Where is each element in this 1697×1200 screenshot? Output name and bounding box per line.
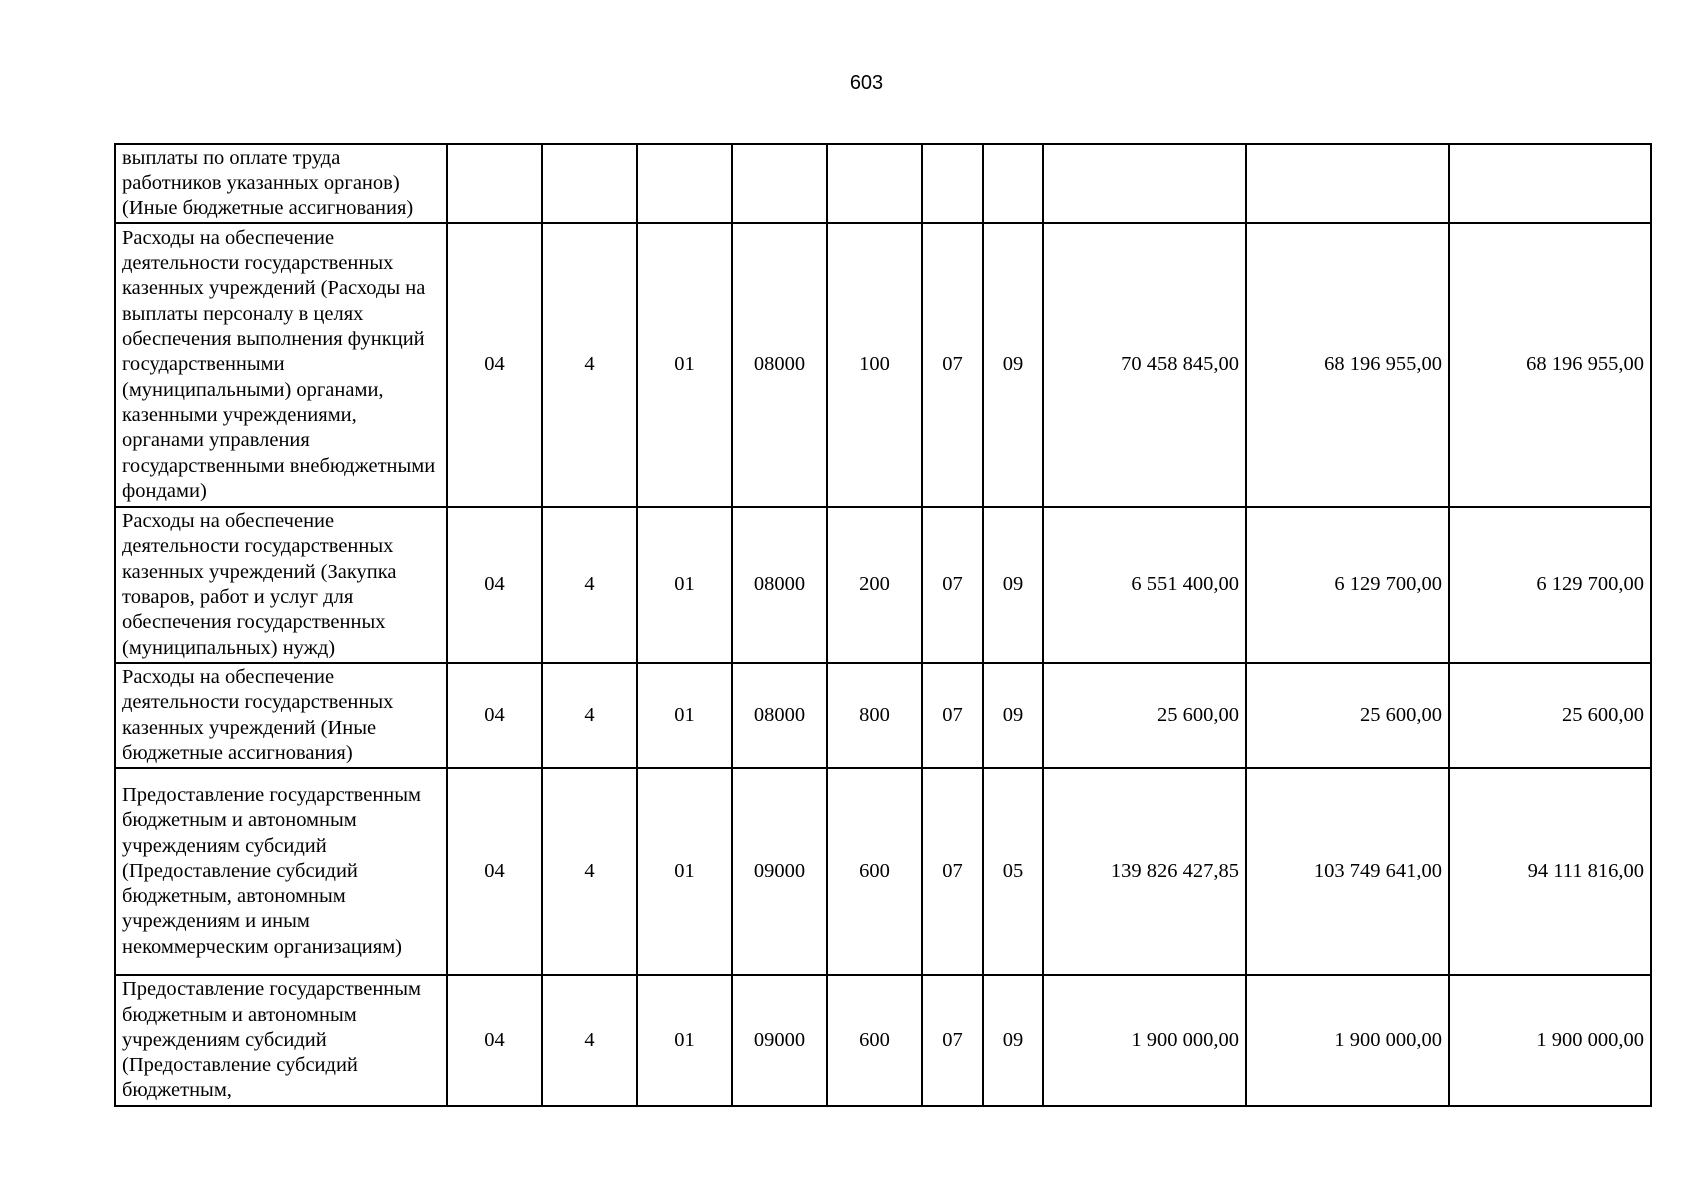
amount-cell: 6 129 700,00 [1449,507,1651,663]
code-cell: 09 [983,975,1043,1106]
amount-cell: 1 900 000,00 [1043,975,1246,1106]
code-cell [922,144,983,223]
amount-cell: 1 900 000,00 [1246,975,1449,1106]
amount-cell: 25 600,00 [1449,663,1651,768]
row-description: Расходы на обеспечение деятельности государственных казенных учреждений (Расходы на выплаты персоналу в целях обеспечения выполнения функций государственными (муниципальными) органами, казенными учреждениями, органами управления государственными внебюджетными фондами) [115,223,447,507]
amount-cell: 25 600,00 [1246,663,1449,768]
code-cell: 04 [447,975,542,1106]
code-cell: 07 [922,663,983,768]
code-cell: 600 [827,975,922,1106]
code-cell: 04 [447,768,542,975]
table-row [115,507,1651,663]
amount-cell: 6 129 700,00 [1246,507,1449,663]
table-row [115,663,1651,768]
amount-cell [1246,144,1449,223]
row-description: выплаты по оплате труда работников указанных органов) (Иные бюджетные ассигнования) [115,144,447,223]
code-cell: 800 [827,663,922,768]
table-row [115,768,1651,975]
code-cell: 01 [637,663,732,768]
amount-cell [1449,144,1651,223]
code-cell: 4 [542,223,637,507]
code-cell: 04 [447,223,542,507]
page-number: 603 [849,72,884,94]
table-row [115,144,1651,223]
amount-cell: 6 551 400,00 [1043,507,1246,663]
code-cell: 09000 [732,768,827,975]
amount-cell: 25 600,00 [1043,663,1246,768]
row-description: Предоставление государственным бюджетным и автономным учреждениям субсидий (Предоставление субсидий бюджетным, автономным учреждениям и иным некоммерческим организациям) [115,768,447,975]
code-cell: 01 [637,507,732,663]
code-cell: 05 [983,768,1043,975]
amount-cell: 68 196 955,00 [1246,223,1449,507]
code-cell: 4 [542,663,637,768]
code-cell: 07 [922,507,983,663]
code-cell: 07 [922,223,983,507]
code-cell: 4 [542,975,637,1106]
code-cell: 4 [542,768,637,975]
code-cell [542,144,637,223]
code-cell: 08000 [732,223,827,507]
code-cell: 08000 [732,663,827,768]
code-cell: 01 [637,223,732,507]
code-cell: 09 [983,663,1043,768]
code-cell: 07 [922,768,983,975]
code-cell: 07 [922,975,983,1106]
code-cell: 08000 [732,507,827,663]
code-cell: 01 [637,975,732,1106]
amount-cell: 70 458 845,00 [1043,223,1246,507]
code-cell [732,144,827,223]
code-cell: 09000 [732,975,827,1106]
code-cell [637,144,732,223]
row-description: Расходы на обеспечение деятельности государственных казенных учреждений (Иные бюджетные ассигнования) [115,663,447,768]
code-cell: 4 [542,507,637,663]
code-cell [827,144,922,223]
row-description: Предоставление государственным бюджетным и автономным учреждениям субсидий (Предоставление субсидий бюджетным, [115,975,447,1106]
code-cell [983,144,1043,223]
code-cell: 09 [983,223,1043,507]
table-row [115,223,1651,507]
amount-cell: 68 196 955,00 [1449,223,1651,507]
code-cell: 100 [827,223,922,507]
amount-cell: 1 900 000,00 [1449,975,1651,1106]
code-cell: 600 [827,768,922,975]
code-cell: 04 [447,663,542,768]
code-cell [447,144,542,223]
code-cell: 04 [447,507,542,663]
amount-cell [1043,144,1246,223]
amount-cell: 94 111 816,00 [1449,768,1651,975]
code-cell: 09 [983,507,1043,663]
code-cell: 200 [827,507,922,663]
row-description: Расходы на обеспечение деятельности государственных казенных учреждений (Закупка товаров, работ и услуг для обеспечения государственных (муниципальных) нужд) [115,507,447,663]
code-cell: 01 [637,768,732,975]
amount-cell: 139 826 427,85 [1043,768,1246,975]
budget-table [114,143,1652,1107]
table-row [115,975,1651,1106]
amount-cell: 103 749 641,00 [1246,768,1449,975]
